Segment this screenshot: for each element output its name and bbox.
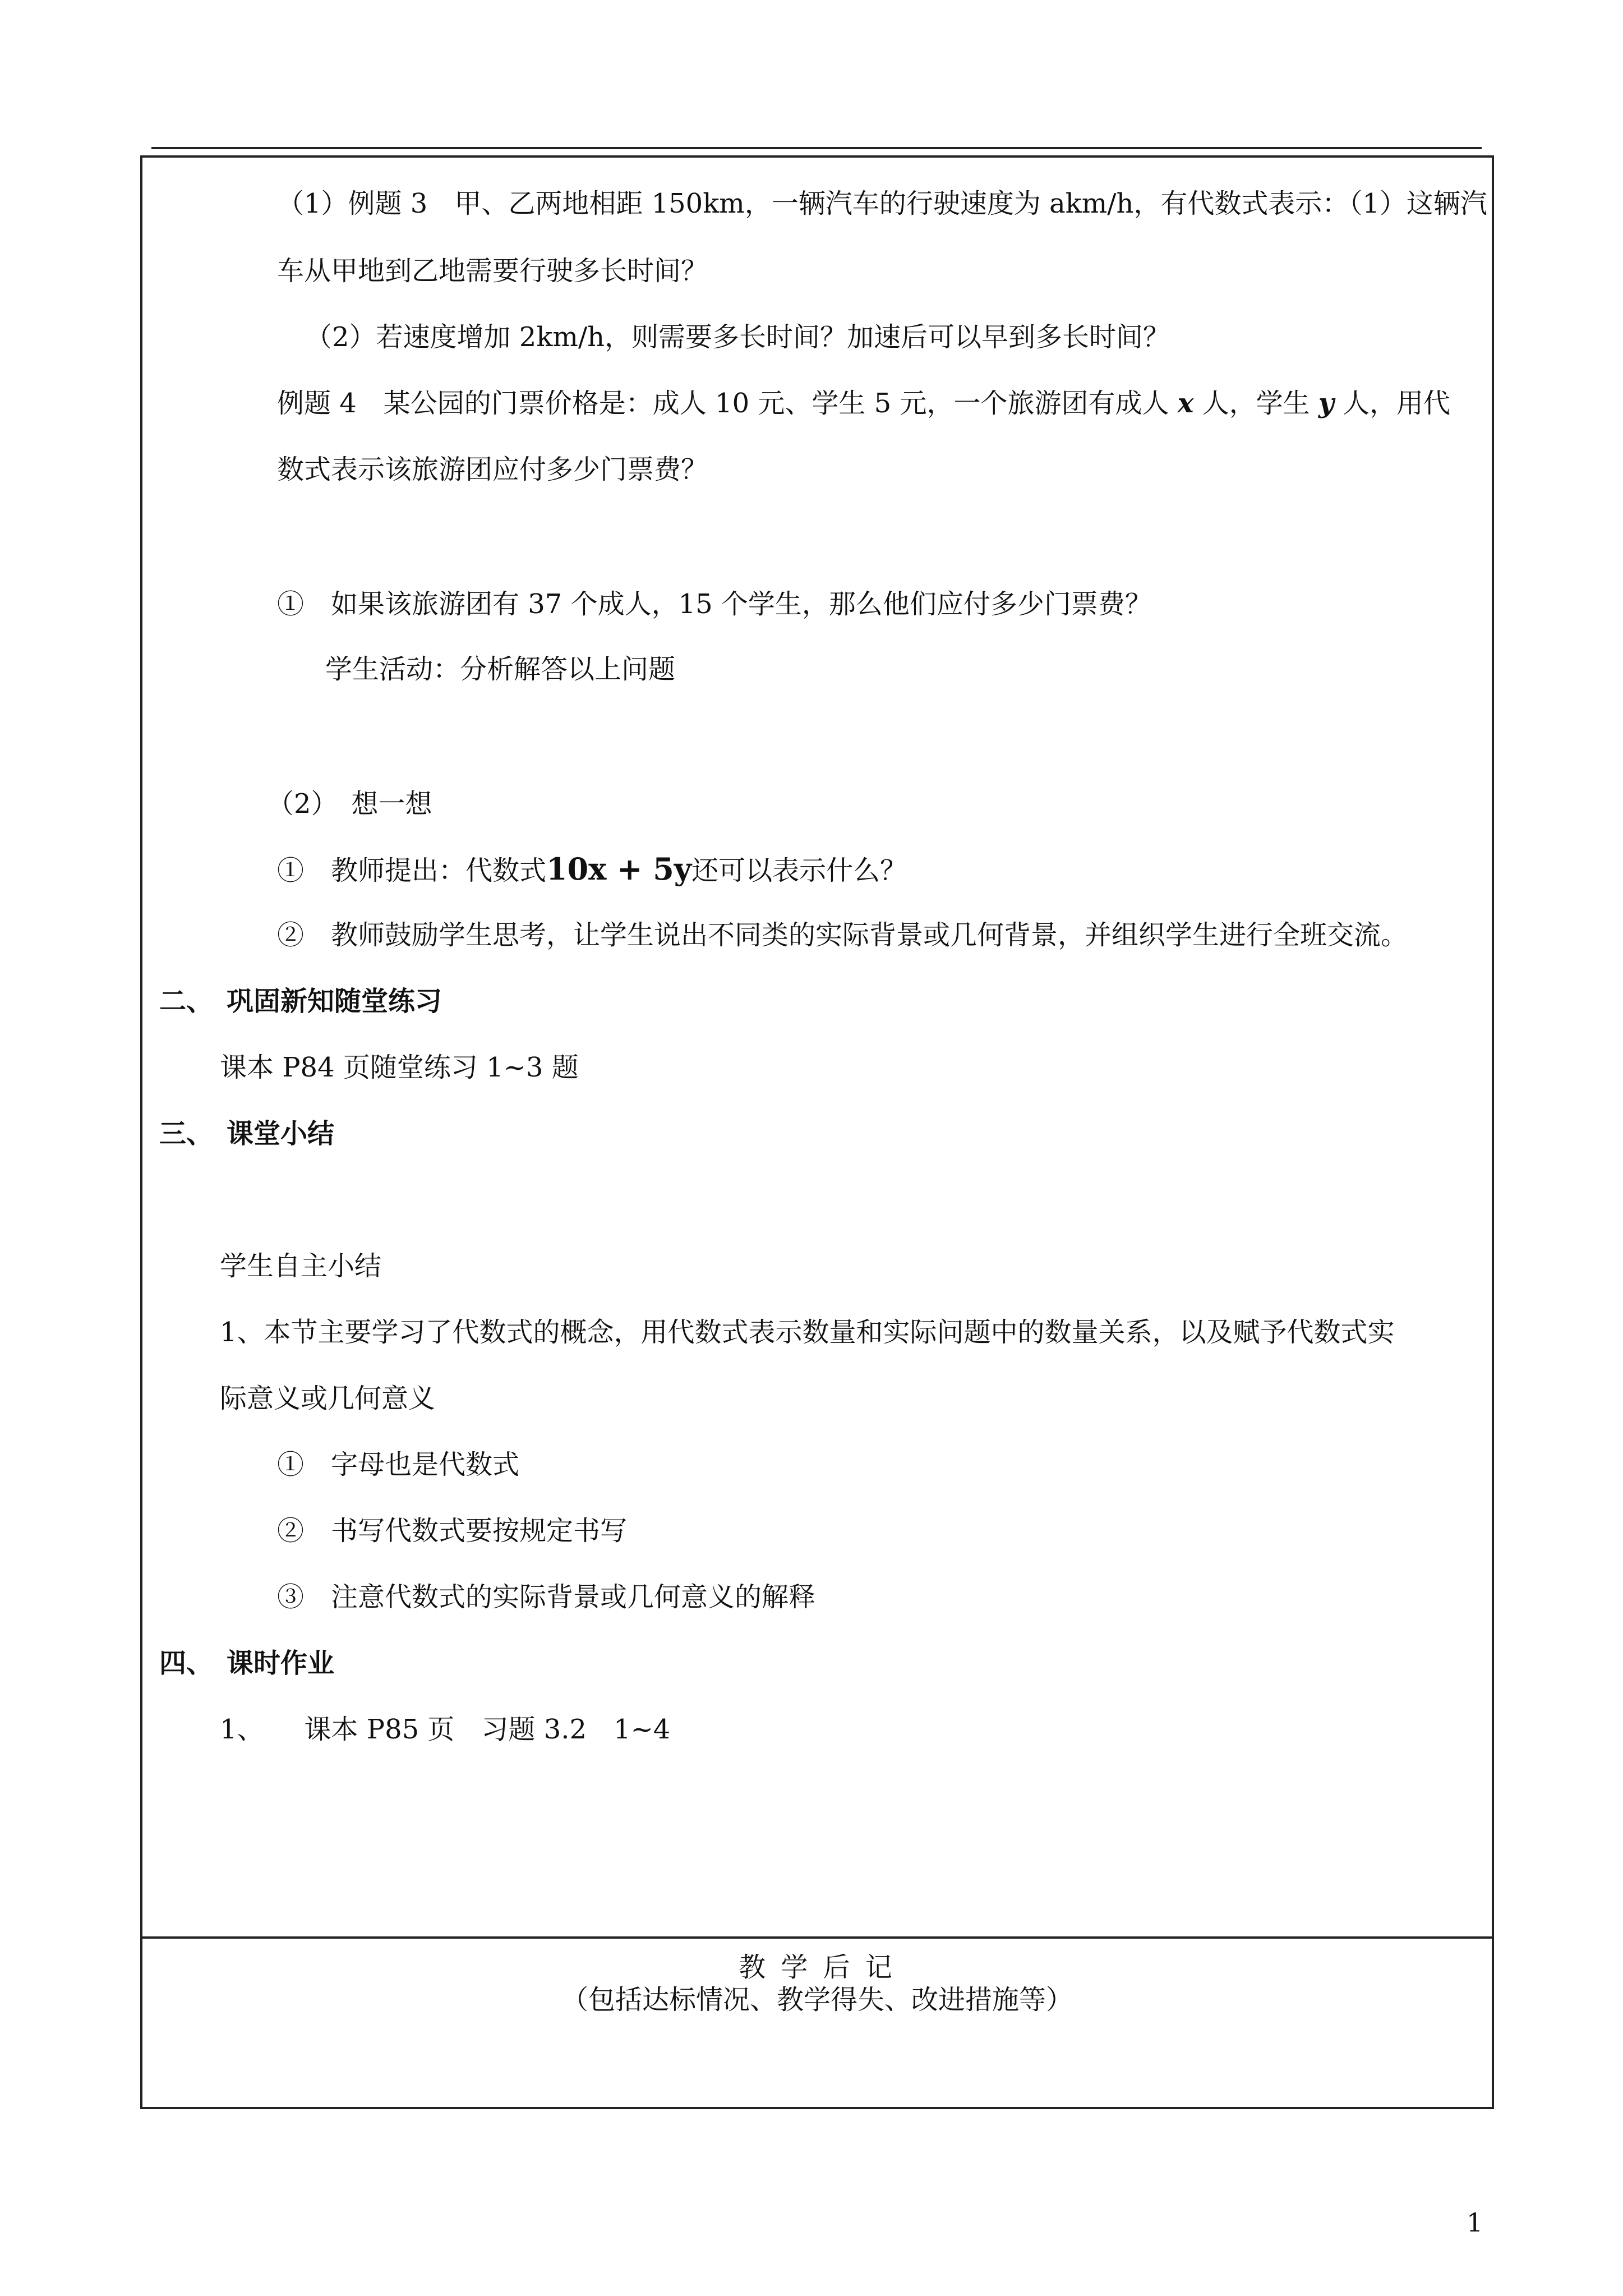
example4-text-b: 人，学生 xyxy=(1193,388,1318,419)
section3-title: 三、 课堂小结 xyxy=(159,1118,335,1149)
teacher-question-text: ① 教师提出：代数式 xyxy=(277,855,547,886)
example4-item1: ① 如果该旅游团有 37 个成人，15 个学生，那么他们应付多少门票费？ xyxy=(277,588,1152,620)
variable-x: x xyxy=(1177,388,1194,419)
think-heading: （2） 想一想 xyxy=(267,788,432,820)
lesson-table xyxy=(140,155,1494,2109)
variable-y: y xyxy=(1318,388,1334,419)
example4-line2: 数式表示该旅游团应付多少门票费？ xyxy=(277,454,708,485)
example3-line2: 车从甲地到乙地需要行驶多长时间？ xyxy=(277,255,708,287)
summary-line1: 1、本节主要学习了代数式的概念，用代数式表示数量和实际问题中的数量关系，以及赋予代数式实 xyxy=(220,1317,1395,1348)
section2-title: 二、 巩固新知随堂练习 xyxy=(159,986,442,1017)
page-number: 1 xyxy=(1467,2207,1483,2238)
teacher-question-tail: 还可以表示什么？ xyxy=(691,855,907,886)
example4-line1 xyxy=(277,386,1450,420)
table-divider xyxy=(142,1936,1492,1939)
postscript-title: 教 学 后 记 xyxy=(739,1952,896,1983)
header-rule xyxy=(151,147,1482,149)
section2-body: 课本 P84 页随堂练习 1~3 题 xyxy=(220,1052,579,1083)
postscript-subtitle: （包括达标情况、教学得失、改进措施等） xyxy=(561,1984,1073,2016)
example3-line1: （1）例题 3 甲、乙两地相距 150km，一辆汽车的行驶速度为 akm/h，有代数式表示：（1）这辆汽 xyxy=(277,188,1487,219)
example3-line3: （2）若速度增加 2km/h，则需要多长时间？加速后可以早到多长时间？ xyxy=(305,321,1170,353)
example4-text-c: 人，用代 xyxy=(1334,388,1451,419)
summary-point-3: ③ 注意代数式的实际背景或几何意义的解释 xyxy=(277,1581,816,1613)
algebraic-expression: 10x + 5y xyxy=(546,851,692,887)
section4-title: 四、 课时作业 xyxy=(159,1648,335,1679)
student-activity: 学生活动：分析解答以上问题 xyxy=(325,654,676,685)
section4-body: 1、 课本 P85 页 习题 3.2 1~4 xyxy=(220,1714,671,1745)
summary-point-1: ① 字母也是代数式 xyxy=(277,1449,520,1480)
summary-line2: 际意义或几何意义 xyxy=(220,1383,436,1414)
section3-sub: 学生自主小结 xyxy=(220,1250,382,1282)
summary-point-2: ② 书写代数式要按规定书写 xyxy=(277,1515,628,1547)
teacher-encourage: ② 教师鼓励学生思考，让学生说出不同类的实际背景或几何背景，并组织学生进行全班交流。 xyxy=(277,919,1408,951)
teacher-question xyxy=(277,852,907,887)
example4-text-a: 例题 4 某公园的门票价格是：成人 10 元、学生 5 元，一个旅游团有成人 xyxy=(277,388,1178,419)
